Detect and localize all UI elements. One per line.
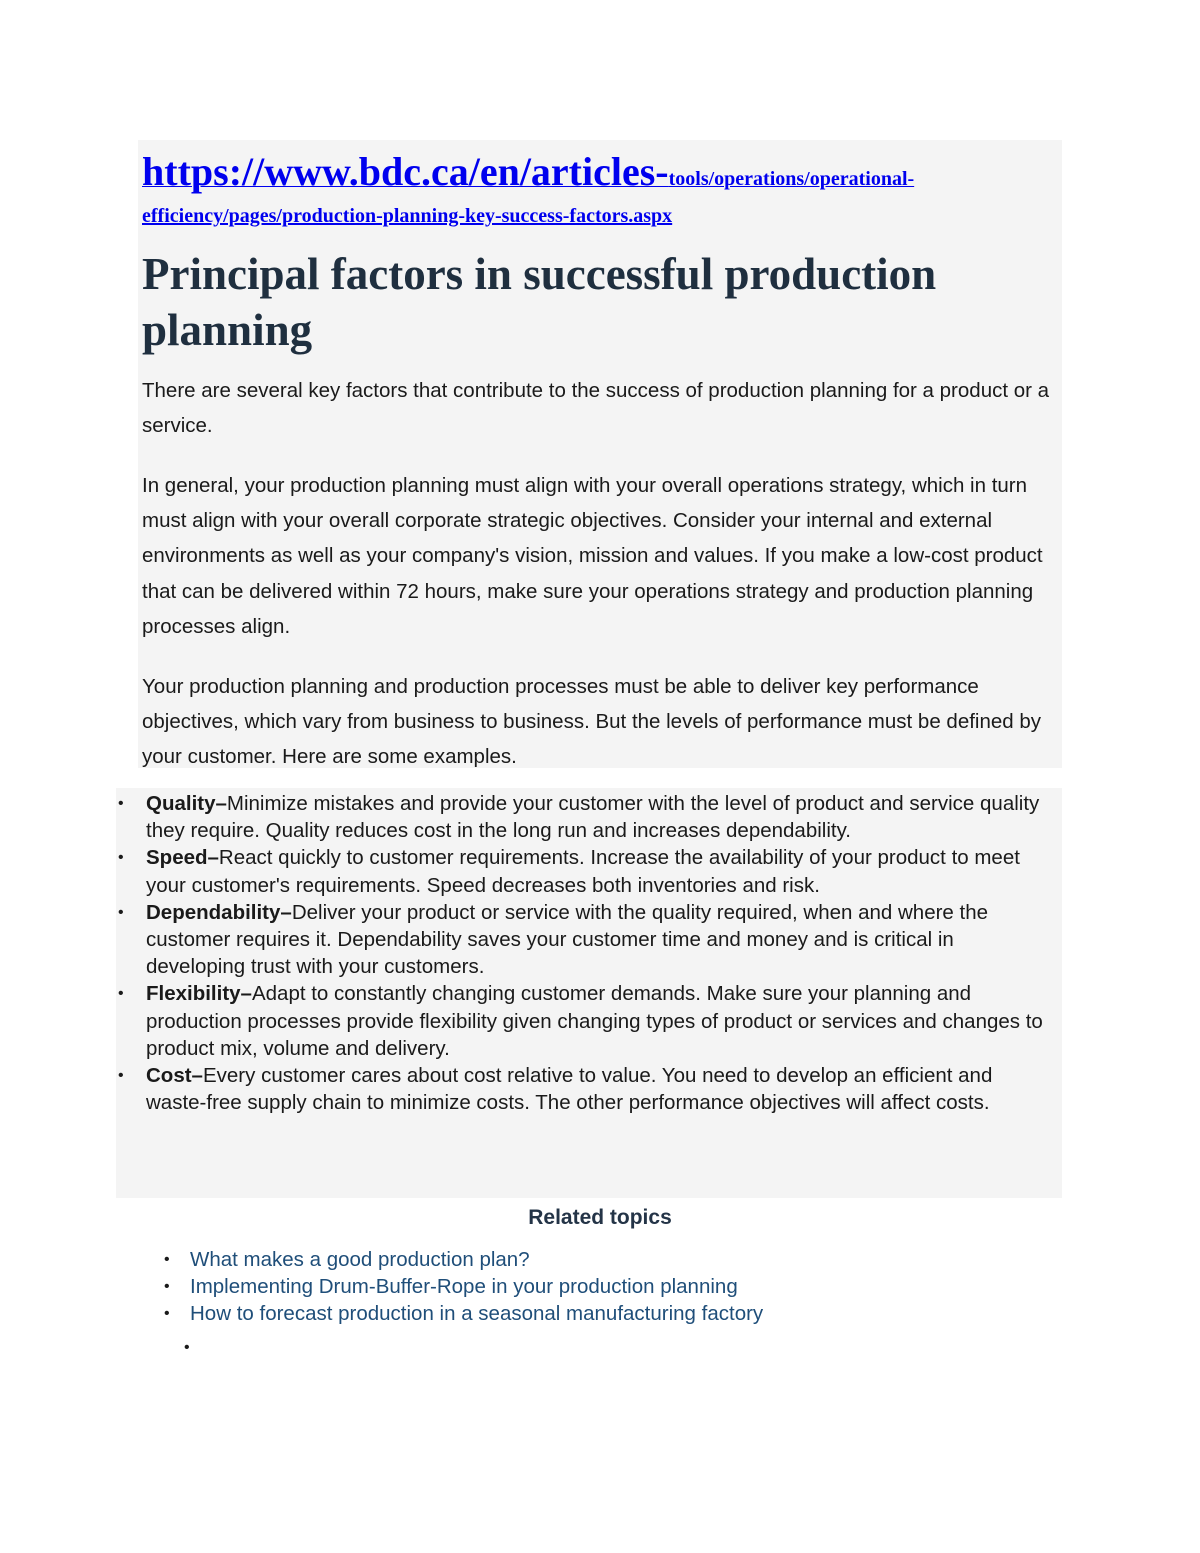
- source-url-line-1[interactable]: [142, 148, 914, 195]
- factor-cost: [116, 1062, 1056, 1116]
- factor-text: Adapt to constantly changing customer demands. Make sure your planning and production processes provide flexibility given changing types of product or services and changes to product mix, volume and delivery.: [146, 982, 1043, 1060]
- factor-text: Every customer cares about cost relative to value. You need to develop an efficient and waste-free supply chain to minimize costs. The other performance objectives will affect costs.: [146, 1064, 993, 1115]
- related-topics-list: [162, 1246, 1042, 1328]
- factor-term: Dependability–: [146, 900, 292, 924]
- intro-paragraph: There are several key factors that contribute to the success of production planning for a product or a service.: [142, 379, 1050, 438]
- related-topic-item: [162, 1273, 1042, 1300]
- related-link-good-plan[interactable]: What makes a good production plan?: [190, 1248, 530, 1271]
- source-url-line-2[interactable]: efficiency/pages/production-planning-key-success-factors.aspx: [142, 205, 673, 227]
- factor-text: React quickly to customer requirements. Increase the availability of your product to meet your customer's requirements. Speed decreases both inventories and risk.: [146, 846, 1020, 897]
- related-topics-heading: Related topics: [528, 1206, 672, 1229]
- source-url-large[interactable]: https://www.bdc.ca/en/articles-: [142, 149, 669, 194]
- bullet-icon: •: [164, 1278, 170, 1296]
- bullet-icon: •: [118, 1067, 124, 1085]
- factor-text: Deliver your product or service with the quality required, when and where the customer requires it. Dependability saves your customer time and money and is critical in developing trust with your customers.: [146, 900, 989, 979]
- empty-bullet-icon: •: [184, 1339, 190, 1356]
- factor-dependability: [116, 899, 1056, 981]
- factor-term: Quality–: [146, 792, 227, 815]
- bullet-icon: •: [164, 1305, 170, 1323]
- factor-quality: [116, 790, 1056, 844]
- factor-list: [116, 790, 1056, 1116]
- factor-term: Cost–: [146, 1064, 203, 1088]
- page-title: Principal factors in successful production planning: [142, 249, 937, 355]
- related-link-drum-buffer-rope[interactable]: Implementing Drum-Buffer-Rope in your production planning: [190, 1275, 738, 1299]
- bullet-icon: •: [118, 849, 124, 867]
- source-url-small[interactable]: tools/operations/operational-: [668, 168, 915, 190]
- related-topic-item: [162, 1246, 1042, 1273]
- objectives-paragraph: Your production planning and production processes must be able to deliver key performance objectives, which vary from business to business. But the levels of performance must be defined by your customer. Here are some examples.: [142, 675, 1042, 769]
- strategy-paragraph: In general, your production planning must align with your overall operations strategy, which in turn must align with your overall corporate strategic objectives. Consider your internal and external environments as well as your company's vision, mission and values. If you make a low-cost product that can be delivered within 72 hours, make sure your operations strategy and production planning processes align.: [142, 474, 1043, 638]
- factor-text: Minimize mistakes and provide your customer with the level of product and service quality they require. Quality reduces cost in the long run and increases dependability.: [146, 792, 1040, 843]
- factor-term: Flexibility–: [146, 982, 252, 1006]
- related-topic-item: [162, 1300, 1042, 1327]
- factor-term: Speed–: [146, 846, 219, 870]
- bullet-icon: •: [118, 903, 124, 921]
- factor-speed: [116, 844, 1056, 898]
- bullet-icon: •: [164, 1251, 170, 1268]
- related-link-seasonal-forecast[interactable]: How to forecast production in a seasonal manufacturing factory: [190, 1302, 764, 1326]
- bullet-icon: •: [118, 795, 124, 812]
- factor-flexibility: [116, 980, 1056, 1062]
- bullet-icon: •: [118, 985, 124, 1003]
